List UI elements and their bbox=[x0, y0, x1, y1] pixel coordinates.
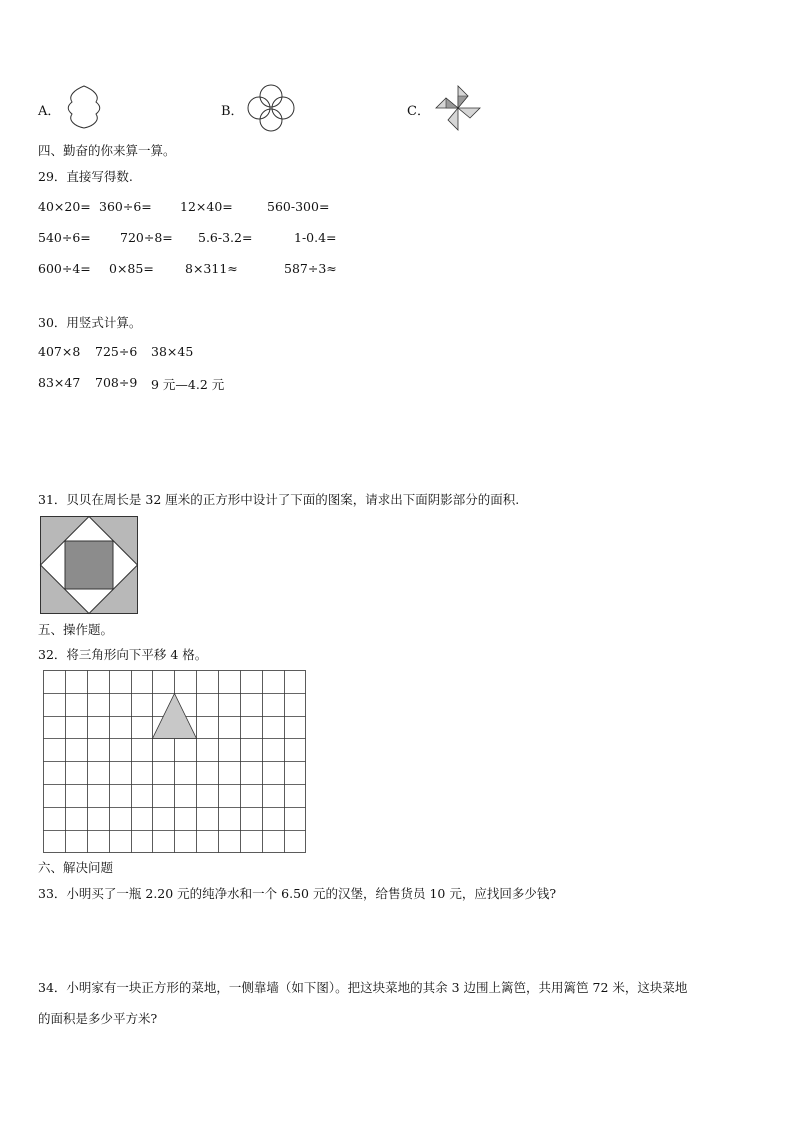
q29-cell: 600÷4= bbox=[38, 261, 91, 276]
section5-heading: 五、操作题。 bbox=[38, 622, 114, 637]
section4-heading: 四、勤奋的你来算一算。 bbox=[38, 143, 176, 158]
option-a-label: A． bbox=[38, 104, 61, 119]
q30-cell: 9 元—4.2 元 bbox=[151, 377, 225, 392]
q29-cell: 40×20= bbox=[38, 199, 91, 214]
q34-line2: 的面积是多少平方米? bbox=[38, 1011, 158, 1026]
square-pattern-figure bbox=[40, 516, 138, 614]
q29-cell: 12×40= bbox=[180, 199, 233, 214]
q30-cell: 38×45 bbox=[151, 344, 194, 359]
option-c-label: C． bbox=[407, 104, 430, 119]
q30-title: 30．用竖式计算。 bbox=[38, 315, 142, 330]
q34-line1: 34．小明家有一块正方形的菜地，一侧靠墙（如下图）。把这块菜地的其余 3 边围上篱笆，共用篱笆 72 米，这块菜地 bbox=[38, 980, 688, 995]
pinwheel-icon bbox=[434, 84, 482, 132]
q30-cell: 407×8 bbox=[38, 344, 81, 359]
q29-cell: 0×85= bbox=[109, 261, 154, 276]
grid-with-triangle bbox=[43, 670, 307, 854]
q32-title: 32．将三角形向下平移 4 格。 bbox=[38, 647, 208, 662]
q29-cell: 560-300= bbox=[267, 199, 330, 214]
q30-cell: 708÷9 bbox=[95, 375, 138, 390]
section6-heading: 六、解决问题 bbox=[38, 860, 114, 875]
four-circle-flower-icon bbox=[247, 84, 295, 132]
q29-cell: 720÷8= bbox=[120, 230, 173, 245]
q29-cell: 1-0.4= bbox=[294, 230, 337, 245]
q29-cell: 8×311≈ bbox=[185, 261, 238, 276]
curved-lens-shape-icon bbox=[64, 84, 104, 130]
q30-cell: 725÷6 bbox=[95, 344, 138, 359]
q29-cell: 5.6-3.2= bbox=[198, 230, 253, 245]
q31-title: 31．贝贝在周长是 32 厘米的正方形中设计了下面的图案，请求出下面阴影部分的面积. bbox=[38, 492, 520, 507]
q29-cell: 587÷3≈ bbox=[284, 261, 337, 276]
q29-cell: 360÷6= bbox=[99, 199, 152, 214]
q29-title: 29．直接写得数. bbox=[38, 169, 133, 184]
q33-title: 33．小明买了一瓶 2.20 元的纯净水和一个 6.50 元的汉堡，给售货员 10 元，应找回多少钱? bbox=[38, 886, 557, 901]
q30-cell: 83×47 bbox=[38, 375, 81, 390]
q29-cell: 540÷6= bbox=[38, 230, 91, 245]
option-b-label: B． bbox=[221, 104, 244, 119]
